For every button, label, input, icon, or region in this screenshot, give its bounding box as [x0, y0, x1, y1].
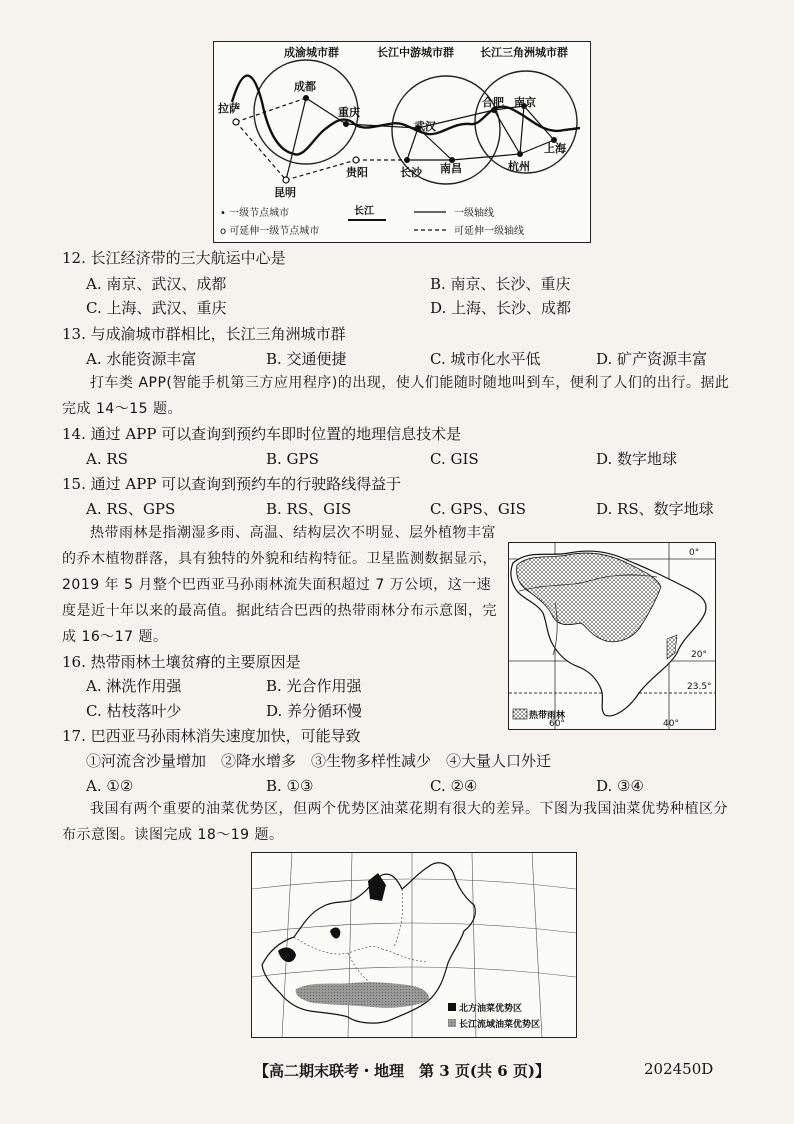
q16-option-d: D. 养分循环慢	[266, 702, 363, 720]
legend-north-region: 北方油菜优势区	[459, 1004, 523, 1014]
legend-primary-axis: 一级轴线	[454, 208, 494, 219]
q14-stem: 14. 通过 APP 可以查询到预约车即时位置的地理信息技术是	[62, 425, 462, 443]
city-guiyang: 贵阳	[346, 166, 368, 179]
city-wuhan: 武汉	[414, 120, 436, 133]
group-label-middle: 长江中游城市群	[377, 46, 454, 59]
q15-option-c: C. GPS、GIS	[430, 500, 527, 518]
lat-23-5-label: 23.5°	[687, 682, 712, 692]
q17-statements: ①河流含沙量增加 ②降水增多 ③生物多样性减少 ④大量人口外迁	[86, 752, 552, 770]
legend-river: 长江	[354, 206, 374, 217]
q12-option-d: D. 上海、长沙、成都	[430, 299, 572, 317]
q12-stem: 12. 长江经济带的三大航运中心是	[62, 249, 286, 267]
lon-40-label: 40°	[663, 719, 679, 729]
q15-option-a: A. RS、GPS	[86, 500, 176, 518]
q16-option-b: B. 光合作用强	[266, 677, 362, 695]
q13-option-a: A. 水能资源丰富	[86, 350, 197, 368]
legend-rainforest: 热带雨林	[529, 711, 566, 721]
q17-stem: 17. 巴西亚马孙雨林消失速度加快，可能导致	[62, 727, 361, 745]
yangtze-city-cluster-figure	[213, 41, 591, 243]
city-lasa: 拉萨	[218, 102, 240, 115]
q12-option-b: B. 南京、长沙、重庆	[430, 275, 571, 293]
q17-option-b: B. ①③	[266, 777, 314, 795]
q16-option-c: C. 枯枝落叶少	[86, 702, 182, 720]
q13-stem: 13. 与成渝城市群相比，长江三角洲城市群	[62, 325, 346, 343]
intro-14-15: 打车类 APP(智能手机第三方应用程序)的出现，使人们能随时随地叫到车，便利了人们的出行。据此完成 14～15 题。	[62, 375, 730, 417]
lat-0-label: 0°	[689, 548, 700, 558]
q13-option-b: B. 交通便捷	[266, 350, 347, 368]
q14-option-d: D. 数字地球	[596, 450, 678, 468]
q15-option-d: D. RS、数字地球	[596, 500, 714, 518]
north-region-ne	[368, 873, 386, 901]
north-region-inner-mongolia	[330, 928, 340, 939]
yangtze-delta-cluster-circle	[475, 71, 577, 173]
city-nanjing: 南京	[514, 96, 536, 109]
legend-extendable-node: o 可延伸一级节点城市	[220, 226, 320, 237]
city-shanghai: 上海	[544, 142, 566, 155]
q17-option-c: C. ②④	[430, 777, 478, 795]
q12-option-c: C. 上海、武汉、重庆	[86, 299, 227, 317]
q12-option-a: A. 南京、武汉、成都	[86, 275, 227, 293]
q17-option-d: D. ③④	[596, 777, 644, 795]
north-region-qinghai	[278, 948, 296, 963]
intro-18-19: 我国有两个重要的油菜优势区，但两个优势区油菜花期有很大的差异。下图为我国油菜优势种植区分布示意图。读图完成 18～19 题。	[62, 801, 728, 843]
city-chengdu: 成都	[294, 80, 316, 93]
q14-option-a: A. RS	[86, 450, 128, 468]
yangtze-basin-region	[296, 982, 429, 1008]
legend-primary-node: • 一级节点城市	[220, 208, 290, 219]
group-label-chengyu: 成渝城市群	[284, 46, 339, 59]
q16-stem: 16. 热带雨林土壤贫瘠的主要原因是	[62, 653, 301, 671]
q14-option-b: B. GPS	[266, 450, 319, 468]
q13-option-c: C. 城市化水平低	[430, 350, 541, 368]
lon-60-label: 60°	[549, 719, 565, 729]
province-boundaries	[294, 889, 428, 991]
q15-stem: 15. 通过 APP 可以查询到预约车的行驶路线得益于	[62, 475, 402, 493]
intro-16-17: 热带雨林是指潮湿多雨、高温、结构层次不明显、层外植物丰富的乔木植物群落，具有独特的外貌和结构特征。卫星监测数据显示，2019 年 5 月整个巴西亚马孙雨林流失面积超过 7 万公顷，这一速度是近十年以来的最高值。据此结合巴西的热带雨林分布示意图，完成 16～17 题。	[62, 525, 497, 645]
china-rapeseed-figure	[251, 852, 577, 1038]
city-hefei: 合肥	[482, 96, 504, 109]
page-footer: 【高二期末联考・地理 第 3 页(共 6 页)】	[254, 1062, 550, 1080]
lat-20-label: 20°	[691, 650, 707, 660]
legend-yangtze-region: 长江流域油菜优势区	[459, 1020, 541, 1030]
city-nanchang: 南昌	[440, 162, 462, 175]
city-changsha: 长沙	[400, 166, 422, 179]
city-hangzhou: 杭州	[508, 160, 530, 173]
group-label-delta: 长江三角洲城市群	[480, 46, 568, 59]
q13-option-d: D. 矿产资源丰富	[596, 350, 708, 368]
q17-option-a: A. ①②	[86, 777, 134, 795]
legend-extendable-axis: 可延伸一级轴线	[454, 226, 524, 237]
city-kunming: 昆明	[274, 186, 296, 199]
q16-option-a: A. 淋洗作用强	[86, 677, 182, 695]
brazil-rainforest-figure	[508, 542, 716, 730]
yangtze-river-line	[232, 76, 580, 155]
city-chongqing: 重庆	[338, 106, 360, 119]
exam-code: 202450D	[644, 1060, 714, 1078]
q15-option-b: B. RS、GIS	[266, 500, 352, 518]
q14-option-c: C. GIS	[430, 450, 479, 468]
